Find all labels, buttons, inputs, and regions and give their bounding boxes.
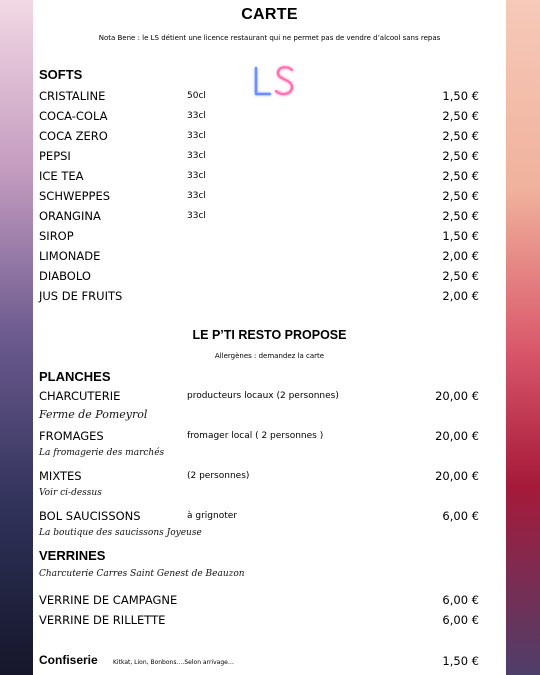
menu-item-price: 6,00 € <box>442 613 479 627</box>
menu-item-row <box>39 289 479 307</box>
menu-item-description: 33cl <box>187 191 206 201</box>
menu-item-name: ORANGINA <box>39 209 101 223</box>
menu-item-name: MIXTES <box>39 469 82 483</box>
menu-item-name: FROMAGES <box>39 429 104 443</box>
menu-item-row <box>39 169 479 187</box>
menu-item-price: 2,50 € <box>442 129 479 143</box>
menu-item-price: 1,50 € <box>442 229 479 243</box>
menu-item-row <box>39 593 479 611</box>
background-right-gradient <box>506 0 540 675</box>
menu-item-price: 2,50 € <box>442 189 479 203</box>
producer-source: Voir ci-dessus <box>39 488 102 498</box>
menu-item-name: SCHWEPPES <box>39 189 111 203</box>
menu-item-description: fromager local ( 2 personnes ) <box>187 431 324 441</box>
menu-item-price: 2,50 € <box>442 149 479 163</box>
menu-item-description: (2 personnes) <box>187 471 250 481</box>
menu-item-price: 2,50 € <box>442 109 479 123</box>
menu-item-price: 20,00 € <box>435 429 479 443</box>
verrines-source: Charcuterie Carres Saint Genest de Beauzon <box>39 569 245 579</box>
menu-item-description: 33cl <box>187 111 206 121</box>
menu-item-description: à grignoter <box>187 511 237 521</box>
confiserie-name: Confiserie <box>39 653 98 667</box>
menu-item-row <box>39 209 479 227</box>
menu-item-name: COCA-COLA <box>39 109 108 123</box>
menu-item-name: ICE TEA <box>39 169 84 183</box>
license-note: Nota Bene : le LS détient une licence restaurant qui ne permet pas de vendre d’alcool sans repas <box>98 34 441 42</box>
menu-item-description: 33cl <box>187 211 206 221</box>
menu-item-name: DIABOLO <box>39 269 91 283</box>
menu-item-name: LIMONADE <box>39 249 101 263</box>
producer-source: La fromagerie des marchés <box>39 448 165 458</box>
section-verrines-heading: VERRINES <box>39 548 106 563</box>
producer-source: La boutique des saucissons Joyeuse <box>39 528 202 538</box>
menu-item-price: 2,50 € <box>442 269 479 283</box>
background-left-gradient <box>0 0 33 675</box>
menu-item-name: CHARCUTERIE <box>39 389 121 403</box>
menu-item-name: CRISTALINE <box>39 89 106 103</box>
menu-item-row <box>39 249 479 267</box>
menu-item-price: 2,50 € <box>442 169 479 183</box>
menu-item-price: 2,50 € <box>442 209 479 223</box>
confiserie-price: 1,50 € <box>442 654 479 668</box>
menu-item-price: 2,00 € <box>442 289 479 303</box>
confiserie-description: Kitkat, Lion, Bonbons….Selon arrivage… <box>113 659 234 666</box>
menu-item-row <box>39 89 479 107</box>
menu-item-name: VERRINE DE CAMPAGNE <box>39 593 178 607</box>
menu-item-row <box>39 469 479 487</box>
menu-item-description: producteurs locaux (2 personnes) <box>187 391 339 401</box>
menu-item-row <box>39 389 479 407</box>
menu-item-price: 1,50 € <box>442 89 479 103</box>
menu-item-name: BOL SAUCISSONS <box>39 509 141 523</box>
resto-heading: LE P’TI RESTO PROPOSE <box>192 328 347 342</box>
menu-item-description: 33cl <box>187 131 206 141</box>
menu-item-row <box>39 509 479 527</box>
menu-item-description: 33cl <box>187 151 206 161</box>
menu-item-row <box>39 109 479 127</box>
menu-item-row <box>39 613 479 631</box>
menu-card <box>33 0 506 675</box>
section-softs-heading: SOFTS <box>39 67 83 82</box>
menu-item-row <box>39 129 479 147</box>
menu-item-row <box>39 429 479 447</box>
menu-item-price: 2,00 € <box>442 249 479 263</box>
menu-item-description: 50cl <box>187 91 206 101</box>
menu-item-name: SIROP <box>39 229 74 243</box>
menu-item-row <box>39 189 479 207</box>
menu-item-name: COCA ZERO <box>39 129 108 143</box>
menu-item-price: 20,00 € <box>435 469 479 483</box>
menu-item-price: 6,00 € <box>442 509 479 523</box>
menu-item-name: JUS DE FRUITS <box>39 289 123 303</box>
menu-item-name: VERRINE DE RILLETTE <box>39 613 166 627</box>
menu-title: CARTE <box>241 6 298 23</box>
menu-item-row <box>39 269 479 287</box>
menu-item-row <box>39 149 479 167</box>
menu-item-row <box>39 229 479 247</box>
menu-item-description: 33cl <box>187 171 206 181</box>
producer-source: Ferme de Pomeyrol <box>39 408 148 421</box>
section-planches-heading: PLANCHES <box>39 369 111 384</box>
menu-item-price: 6,00 € <box>442 593 479 607</box>
allergens-note: Allergènes : demandez la carte <box>214 352 325 360</box>
menu-item-name: PEPSI <box>39 149 71 163</box>
menu-item-price: 20,00 € <box>435 389 479 403</box>
